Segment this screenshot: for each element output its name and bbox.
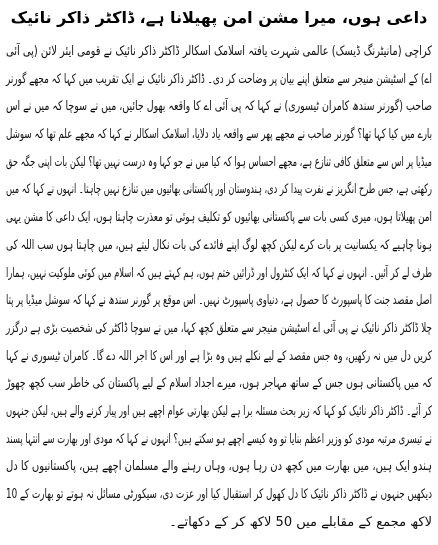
article-line: لاکھ مجمع کے مقابلے میں 50 لاکھ کر کے دکھاتے۔	[169, 514, 432, 530]
article-line: رکھتی ہے، جس طرح انگریز نے نفرت پیدا کر دی، ہندوستان اور پاکستانی بھائیوں میں تنازع نہیں چاہتا۔ انہوں نے کہا کہ میں	[6, 182, 432, 198]
article-body	[6, 38, 432, 536]
article-line: کراچی (مانیٹرنگ ڈیسک) عالمی شہرت یافتہ اسلامک اسکالر ڈاکٹر ذاکر نائیک نے قومی ایئر لائن (پی آئی	[6, 44, 433, 59]
article-line: کریں دل میں نہ رکھیں، وہ جس مقصد کے لیے نکلے ہیں وہ بڑا ہے اور اس کا اجر اللہ دے گا۔ کامران ٹیسوری نے کہا	[6, 348, 432, 364]
article-line: ہندو ایک ہیں، میں بھارت میں کچھ دن رہا ہوں، وہاں رہنے والے مسلمان اچھے ہیں، پاکستانیوں کا دل	[5, 459, 432, 475]
article-line: طرف لے کر آئیں۔ انہوں نے کہا کہ ایک کنٹرول اور ڈرائیں ختم ہوں، ہم کہتے ہیں کہ اسلام میں کوئی ملوکیت نہیں، ہمارا	[6, 265, 433, 281]
article-line: اصل مقصد جنت کا پاسپورٹ کا حصول ہے، دنیاوی پاسپورٹ نہیں۔ اس موقع پر گورنر سندھ نے کہا کہ سوشل میڈیا پر پتا	[5, 293, 432, 309]
article-line: نے تیسری مرتبہ مودی کو وزیر اعظم بنایا تو وہ کیسے اچھے ہو سکتے ہیں؟ انہوں نے کہا کہ مودی اور بھارت سے انتہا پسند	[6, 431, 432, 447]
article-line: میڈیا پر اس سے متعلق کافی تنازع ہے، مجھے احساس ہوا کہ کیا میں نے جو کہا وہ درست نہیں تھا؟ لیکن بات اپنی جگہ حق	[6, 154, 433, 170]
article-line: صاحب (گورنر سندھ کامران ٹیسوری) نے کہا کہ پی آئی اے کا واقعہ بھول جائیں، میں نے سوچا کہ میں نے اس	[5, 99, 432, 115]
article-line: بارے میں کیا کہا تھا؟ گورنر صاحب نے مجھے پھر سے واقعہ یاد دلایا، اسلامک اسکالر نے کہا کہ مجھے علم تھا کہ سوشل	[5, 127, 432, 143]
article-line: کر آئے۔ ڈاکٹر ذاکر نائیک کو کہا کہ زیر بحث مسئلہ برا ہے لیکن بھارتی عوام اچھے ہیں اور پیار کرنے والے ہیں، لیکن جنہوں	[5, 403, 432, 419]
article-line: ہونا چاہیے کہ یکسانیت پر بات کرے لیکن کچھ لوگ اپنے فائدے کی بات نکال لیتے ہیں، میں چاہتا ہوں سب اللہ کی	[6, 237, 433, 253]
article-line: امن پھیلاتا ہوں، میری کسی بات سے پاکستانی بھائیوں کو تکلیف ہوئی تو معذرت چاہتا ہوں، ایک داعی کا مشن یہی	[6, 210, 432, 226]
headline: داعی ہوں، میرا مشن امن پھیلانا ہے، ڈاکٹر ذاکر نائیک	[10, 8, 428, 27]
article-line: کہ میں پاکستانی ہوں جس کے ساتھ مہاجر ہوں، میرے اجداد اسلام کے لیے پاکستان کی خاطر سب کچھ چھوڑ	[6, 376, 432, 392]
article-line: دیکھیں جنہوں نے ڈاکٹر ذاکر نائیک کا دل کھول کر استقبال کیا اور عزت دی، سیکورٹی مسائل نہ ہوتے تو بھارت کے 10	[5, 487, 433, 502]
article-line: چلا ڈاکٹر ذاکر نائیک نے پی آئی اے اسٹیشن منیجر سے متعلق کچھ کہا، میں نے سوچا ڈاکٹر کی شخصیت بڑی ہے درگزر	[6, 320, 433, 336]
article-line: اے) کے اسٹیشن منیجر سے متعلق اپنے بیان پر وضاحت کر دی۔ ڈاکٹر ذاکر نائیک نے ایک تقریب میں کہا کہ مجھے گورنر	[5, 71, 432, 87]
